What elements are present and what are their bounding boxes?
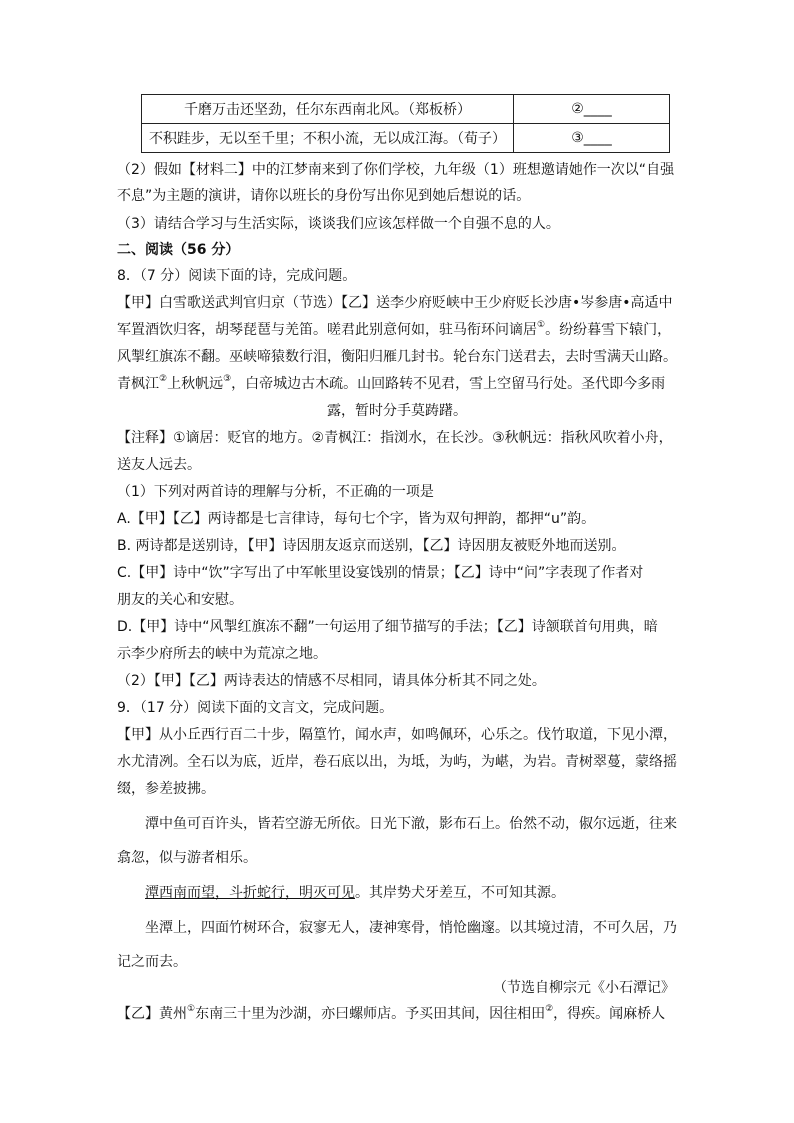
q9-p2-line1: 潭中鱼可百许头，皆若空游无所依。日光下澈，影布石上。佁然不动，俶尔远逝，往来: [145, 816, 677, 832]
q9-p4-line1: 坐潭上，四面竹树环合，寂寥无人，凄神寒骨，悄怆幽邃。以其境过清，不可久居，乃: [145, 920, 677, 936]
section-title-reading: 二、阅读（56 分）: [117, 242, 240, 258]
option-c-line1: C.【甲】诗中“饮”字写出了中军帐里设宴饯别的情景；【乙】诗中“问”字表现了作者对: [117, 565, 644, 581]
q9-p1-line2: 水尤清冽。全石以为底，近岸，卷石底以出，为坻，为屿，为嵁，为岩。青树翠蔓，蒙络摇: [117, 754, 677, 770]
q7-part2-line2: 不息”为主题的演讲，请你以班长的身份写出你见到她后想说的话。: [117, 188, 531, 204]
table-cell-blank: ②____: [514, 95, 670, 124]
q8-sub1: （1）下列对两首诗的理解与分析，不正确的一项是: [117, 484, 434, 500]
q8-note-line1: 【注释】①谪居：贬官的地方。②青枫江：指浏水，在长沙。③秋帆远：指秋风吹着小舟，: [117, 430, 673, 446]
q9-p1-line3: 缀，参差披拂。: [117, 781, 215, 797]
option-b: B. 两诗都是送别诗，【甲】诗因朋友返京而送别，【乙】诗因朋友被贬外地而送别。: [117, 538, 626, 554]
paragraph-text: 东南三十里为沙湖，亦曰螺师店。予买田其间，因往相田: [195, 1006, 546, 1022]
option-d-line2: 示李少府所去的峡中为荒凉之地。: [117, 646, 327, 662]
option-d-line1: D.【甲】诗中“风掣红旗冻不翻”一句运用了细节描写的手法；【乙】诗颔联首句用典，暗: [117, 619, 658, 635]
footnote-marker: ②: [545, 1004, 554, 1014]
q9-heading: 9．（17 分）阅读下面的文言文，完成问题。: [117, 700, 394, 716]
q8-heading: 8．（7 分）阅读下面的诗，完成问题。: [117, 268, 357, 284]
q9-p1-line1: 【甲】从小丘西行百二十步，隔篁竹，闻水声，如鸣佩环，心乐之。伐竹取道，下见小潭，: [117, 727, 677, 743]
table-row: [142, 124, 670, 153]
q9-yi-line1: [117, 1004, 665, 1024]
poem-text: ，白帝城边古木疏。山回路转不见君，雪上空留马行处。圣代即今多雨: [231, 376, 666, 392]
q8-poem-line1: 【甲】白雪歌送武判官归京（节选）【乙】送李少府贬峡中王少府贬长沙唐•岑参唐•高适中: [117, 295, 673, 311]
q7-part3: （3）请结合学习与生活实际，谈谈我们应该怎样做一个自强不息的人。: [117, 216, 560, 232]
paragraph-text: ，得疾。闻麻桥人: [553, 1006, 666, 1022]
q9-source: （节选自柳宗元《小石潭记》: [493, 980, 675, 996]
q9-p2-line2: 翕忽，似与游者相乐。: [117, 850, 257, 866]
paragraph-text: 。其岸势犬牙差互，不可知其源。: [355, 885, 565, 901]
underlined-sentence: 潭西南而望，斗折蛇行，明灭可见: [145, 885, 355, 901]
q8-note-line2: 送友人远去。: [117, 457, 201, 473]
q8-poem-line4: [117, 374, 665, 394]
poem-text: 。纷纷暮雪下辕门，: [545, 322, 672, 338]
q9-p3: [117, 883, 565, 903]
footnote-marker: ③: [223, 374, 232, 384]
footnote-marker: ①: [537, 320, 546, 330]
poem-text: 军置酒饮归客，胡琴琵琶与羌笛。嗟君此别意何如，驻马衔环问谪居: [117, 322, 537, 338]
q8-sub2: （2）【甲】【乙】两诗表达的情感不尽相同，请具体分析其不同之处。: [117, 673, 546, 689]
table-cell-quote: 不积跬步，无以至千里；不积小流，无以成江海。（荀子）: [142, 124, 514, 153]
q7-part2-line1: （2）假如【材料二】中的江梦南来到了你们学校，九年级（1）班想邀请她作一次以“自强: [117, 162, 675, 178]
q8-poem-line2: [117, 320, 671, 340]
q8-poem-line3: 风掣红旗冻不翻。巫峡啼猿数行泪，衡阳归雁几封书。轮台东门送君去，去时雪满天山路。: [117, 349, 677, 365]
option-c-line2: 朋友的关心和安慰。: [117, 592, 243, 608]
footnote-marker: ②: [159, 374, 168, 384]
poem-text: 上秋帆远: [167, 376, 224, 392]
poem-text: 青枫江: [117, 376, 159, 392]
table-cell-blank: ③____: [514, 124, 670, 153]
q8-poem-line5: 露，暂时分手莫踌躇。: [327, 403, 467, 419]
table-cell-quote: 千磨万击还坚劲，任尔东西南北风。（郑板桥）: [142, 95, 514, 124]
q9-p4-line2: 记之而去。: [117, 954, 187, 970]
option-a: A.【甲】【乙】两诗都是七言律诗，每句七个字，皆为双句押韵，都押“u”韵。: [117, 511, 596, 527]
paragraph-text: 【乙】黄州: [117, 1006, 187, 1022]
footnote-marker: ①: [187, 1004, 196, 1014]
table-row: [142, 95, 670, 124]
document-content: [117, 94, 677, 1022]
quote-table: [141, 94, 670, 153]
